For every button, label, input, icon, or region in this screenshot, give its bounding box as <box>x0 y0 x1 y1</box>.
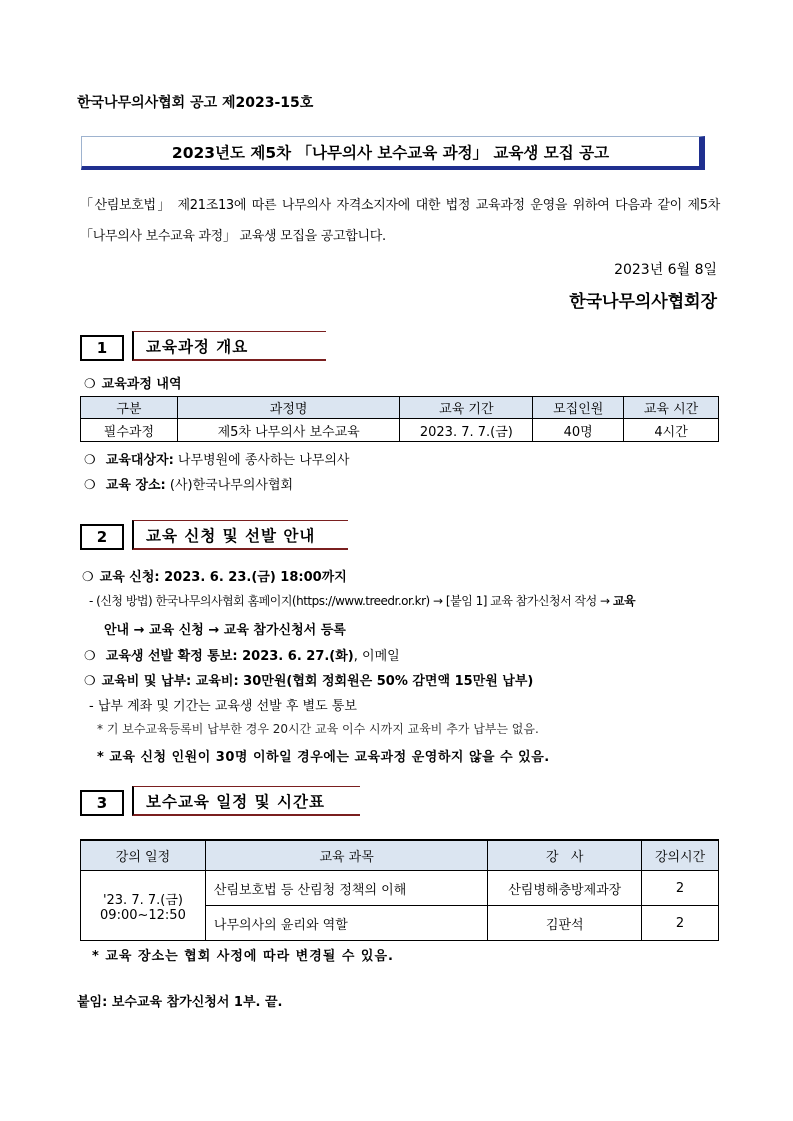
notice-number: 한국나무의사협회 공고 제2023-15호 <box>77 95 314 111</box>
apply-method-text: - (신청 방법) 한국나무의사협회 홈페이지(https://www.treedr.or.kr) → [붙임 1] 교육 참가신청서 작성 → <box>89 594 613 608</box>
table-header-cell: 강의시간 <box>642 840 719 871</box>
section-3-heading <box>80 786 360 816</box>
table-row <box>81 871 719 906</box>
apply-deadline: ❍ 교육 신청: 2023. 6. 23.(금) 18:00까지 <box>82 566 347 585</box>
section-1-title: 교육과정 개요 <box>132 331 326 361</box>
issuer-name: 한국나무의사협회장 <box>569 292 717 312</box>
table-cell: 4시간 <box>624 419 719 442</box>
venue-change-note: * 교육 장소는 협회 사정에 따라 변경될 수 있음. <box>92 949 394 964</box>
table-cell: 2023. 7. 7.(금) <box>400 419 533 442</box>
schedule-time: 09:00~12:50 <box>100 907 186 923</box>
fee-line: ❍ 교육비 및 납부: 교육비: 30만원(협회 정회원은 50% 감면액 15만원 납부) <box>84 670 533 689</box>
min-enrollment-warning: * 교육 신청 인원이 30명 이하일 경우에는 교육과정 운영하지 않을 수 있음. <box>97 750 550 765</box>
fee-note: - 납부 계좌 및 기간는 교육생 선발 후 별도 통보 <box>89 699 357 714</box>
table-cell: 40명 <box>533 419 624 442</box>
section-1-heading <box>80 331 326 361</box>
apply-method-line-1 <box>89 592 721 609</box>
fee-note-2: * 기 보수교육등록비 납부한 경우 20시간 교육 이수 시까지 교육비 추가 납부는 없음. <box>97 722 539 736</box>
table-row <box>81 419 719 442</box>
section-2-title: 교육 신청 및 선발 안내 <box>132 520 348 550</box>
place-label: 교육 장소: <box>105 478 166 493</box>
table-cell: 산림병해충방제과장 <box>488 871 642 906</box>
notice-date: 2023년 6월 8일 <box>614 262 717 278</box>
table-header-cell: 교육 기간 <box>400 397 533 419</box>
table-cell: 2 <box>642 871 719 906</box>
table-header-cell: 강의 일정 <box>81 840 206 871</box>
confirm-method: , 이메일 <box>353 649 400 664</box>
course-subheading: ❍ 교육과정 내역 <box>84 373 182 392</box>
table-header-cell: 교육 과목 <box>205 840 487 871</box>
table-header-cell: 과정명 <box>177 397 400 419</box>
table-cell: 산림보호법 등 산림청 정책의 이해 <box>205 871 487 906</box>
place-line <box>84 474 293 493</box>
apply-method-line-2: 안내 → 교육 신청 → 교육 참가신청서 등록 <box>104 623 346 638</box>
table-header-cell: 모집인원 <box>533 397 624 419</box>
schedule-date-cell <box>81 871 206 941</box>
place-value: (사)한국나무의사협회 <box>165 478 294 493</box>
target-label: 교육대상자: <box>105 453 174 468</box>
section-3-number: 3 <box>80 790 124 816</box>
section-3-title: 보수교육 일정 및 시간표 <box>132 786 360 816</box>
course-table <box>80 396 719 442</box>
course-table-header <box>81 397 719 419</box>
table-header-cell: 구분 <box>81 397 178 419</box>
target-value: 나무병원에 종사하는 나무의사 <box>173 453 350 468</box>
section-2-number: 2 <box>80 524 124 550</box>
section-1-number: 1 <box>80 335 124 361</box>
table-cell: 김판석 <box>488 906 642 941</box>
schedule-table-header <box>81 840 719 871</box>
table-cell: 2 <box>642 906 719 941</box>
schedule-date: '23. 7. 7.(금) <box>102 892 183 908</box>
table-cell: 필수과정 <box>81 419 178 442</box>
page-title-text: 2023년도 제5차 「나무의사 보수교육 과정」 교육생 모집 공고 <box>171 143 610 162</box>
confirm-line <box>84 645 400 664</box>
table-cell: 제5차 나무의사 보수교육 <box>177 419 400 442</box>
schedule-table <box>80 839 719 941</box>
intro-paragraph: 「산림보호법」 제21조13에 따른 나무의사 자격소지자에 대한 법정 교육과정 운영을 위하여 다음과 같이 제5차 「나무의사 보수교육 과정」 교육생 모집을 공고합니다. <box>80 198 720 244</box>
page-title <box>81 136 705 170</box>
table-header-cell: 강 사 <box>488 840 642 871</box>
section-2-heading <box>80 520 348 550</box>
table-header-cell: 교육 시간 <box>624 397 719 419</box>
apply-method-bold: 교육 <box>612 594 636 608</box>
target-line <box>84 449 349 468</box>
confirm-label: 교육생 선발 확정 통보: 2023. 6. 27.(화) <box>105 649 354 664</box>
table-cell: 나무의사의 윤리와 역할 <box>205 906 487 941</box>
attachment-line: 붙임: 보수교육 참가신청서 1부. 끝. <box>77 995 283 1010</box>
